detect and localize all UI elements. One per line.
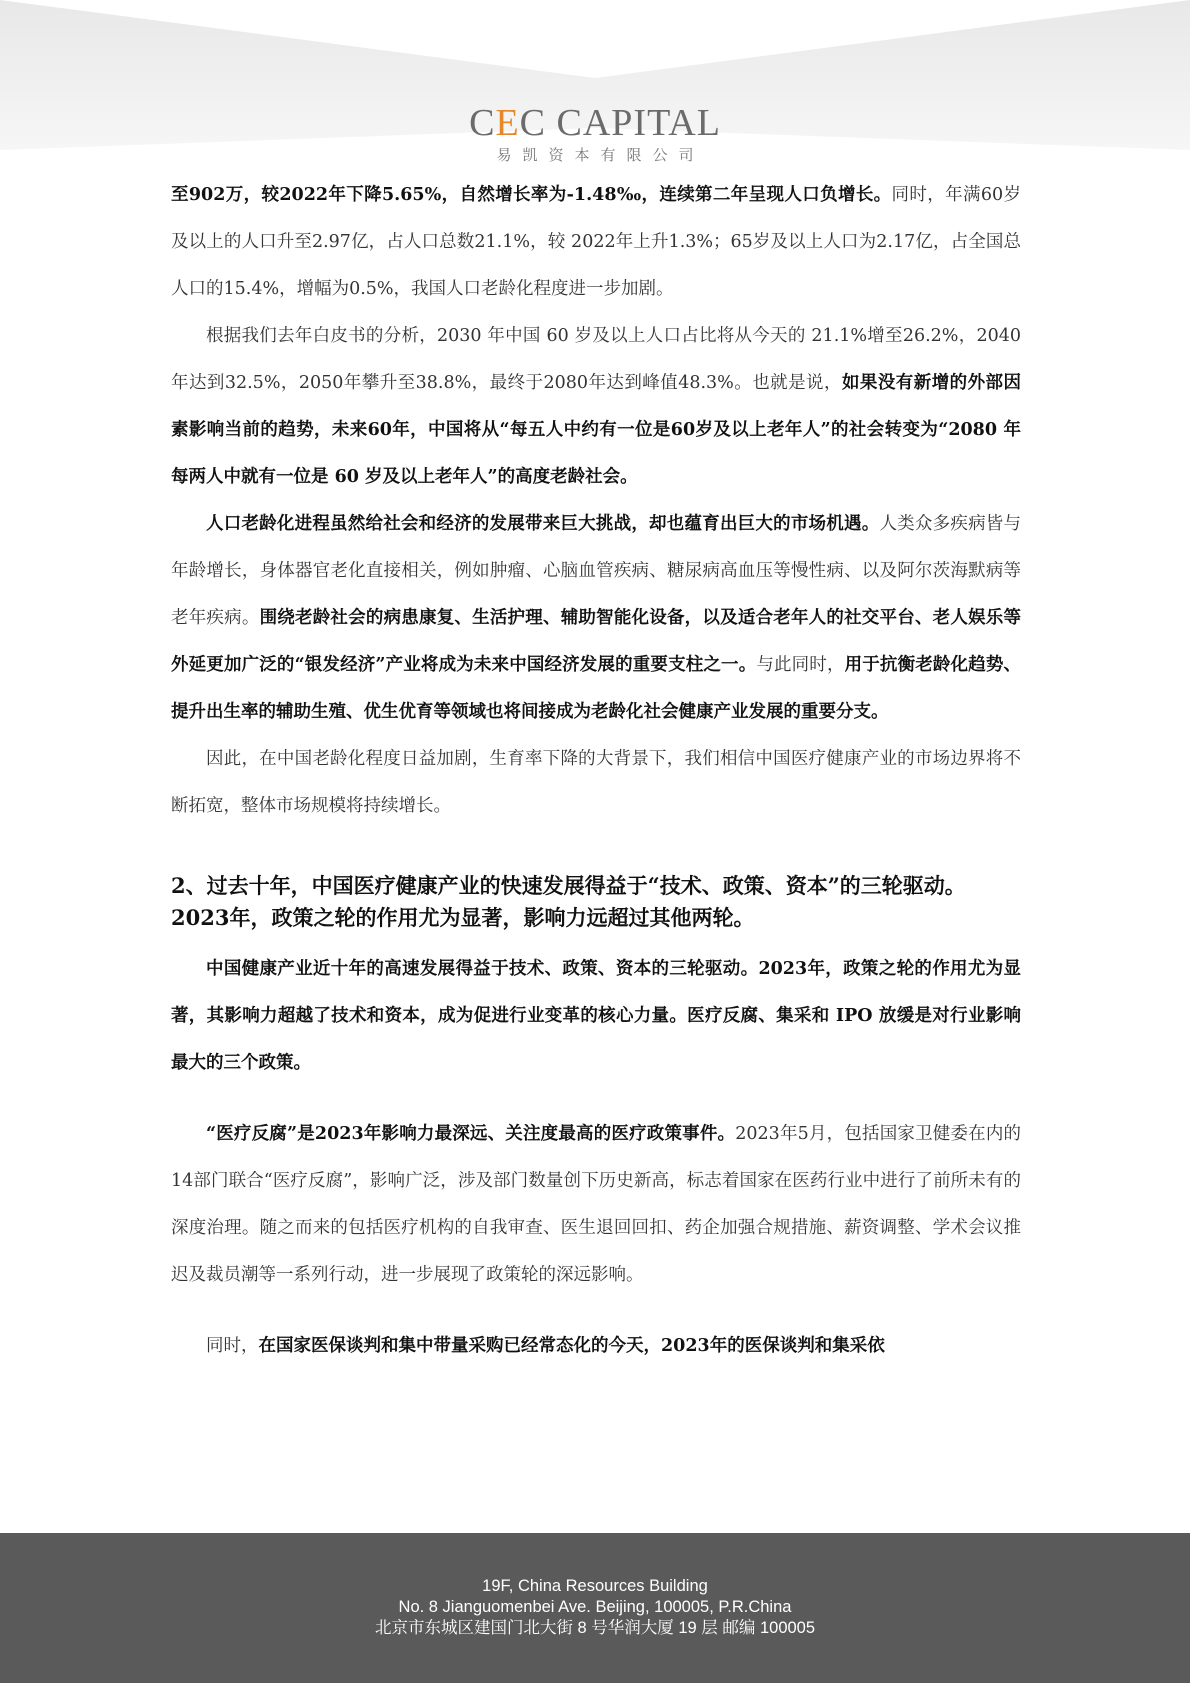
logo-name <box>0 104 1190 142</box>
aging-forecast-text: 根据我们去年白皮书的分析，2030 年中国 60 岁及以上人口占比将从今天的 21.1%增至26.2%，2040年达到32.5%，2050年攀升至38.8%，最终于2080年达到峰值48.3%。也就是说， <box>171 326 1021 393</box>
anti-corruption-highlight: “医疗反腐”是2023年影响力最深远、关注度最高的医疗政策事件。 <box>206 1124 736 1144</box>
paragraph-policy-wheel <box>171 946 1021 1087</box>
header-banner-fold <box>0 0 1190 78</box>
logo-name-accent: E <box>495 102 520 144</box>
paragraph-anti-corruption <box>171 1111 1021 1299</box>
page-header <box>0 0 1190 164</box>
logo-name-prefix: C <box>469 102 496 144</box>
page-footer <box>0 1533 1190 1683</box>
paragraph-procurement <box>171 1323 1021 1370</box>
market-opportunity-highlight: 人口老龄化进程虽然给社会和经济的发展带来巨大挑战，却也蕴育出巨大的市场机遇。 <box>206 514 880 534</box>
footer-address-line3: 北京市东城区建国门北大街 8 号华润大厦 19 层 邮编 100005 <box>374 1619 816 1637</box>
paragraph-market-growth: 因此，在中国老龄化程度日益加剧，生育率下降的大背景下，我们相信中国医疗健康产业的市场边界将不断拓宽，整体市场规模将持续增长。 <box>171 749 1021 816</box>
paragraph-aging-forecast <box>171 313 1021 501</box>
section-heading-three-wheels: 2、过去十年，中国医疗健康产业的快速发展得益于“技术、政策、资本”的三轮驱动。2023年，政策之轮的作用尤为显著，影响力远超过其他两轮。 <box>171 873 966 930</box>
company-logo <box>0 104 1190 165</box>
aging-forecast-highlight: 如果没有新增的外部因素影响当前的趋势，未来60年，中国将从“每五人中约有一位是60岁及以上老年人”的社会转变为“2080 年每两人中就有一位是 60 岁及以上老年人”的高度老龄社会。 <box>171 373 1022 487</box>
paragraph-market-opportunity <box>171 501 1021 736</box>
silver-economy-highlight: 围绕老龄社会的病患康复、生活护理、辅助智能化设备，以及适合老年人的社交平台、老人娱乐等外延更加广泛的“银发经济”产业将成为未来中国经济发展的重要支柱之一。 <box>171 608 1022 675</box>
age-related-diseases-text: 人类众多疾病皆与年龄增长，身体器官老化直接相关，例如肿瘤、心脑血管疾病、糖尿病高血压等慢性病、以及阿尔茨海默病等老年疾病。 <box>171 514 1022 628</box>
footer-address-line2: No. 8 Jianguomenbei Ave. Beijing, 100005, P.R.China <box>398 1598 792 1616</box>
document-body <box>171 172 1021 1370</box>
policy-wheel-highlight: 中国健康产业近十年的高速发展得益于技术、政策、资本的三轮驱动。2023年，政策之轮的作用尤为显著，其影响力超越了技术和资本，成为促进行业变革的核心力量。医疗反腐、集采和 IPO 放缓是对行业影响最大的三个政策。 <box>171 959 1021 1073</box>
anti-corruption-detail: 2023年5月，包括国家卫健委在内的14部门联合“医疗反腐”，影响广泛，涉及部门数量创下历史新高，标志着国家在医药行业中进行了前所未有的深度治理。随之而来的包括医疗机构的自我审查、医生退回回扣、药企加强合规措施、薪资调整、学术会议推迟及裁员潮等一系列行动，进一步展现了政策轮的深远影响。 <box>171 1124 1022 1285</box>
assisted-reproduction-highlight: 用于抗衡老龄化趋势、提升出生率的辅助生殖、优生优育等领域也将间接成为老龄化社会健康产业发展的重要分支。 <box>171 655 1022 722</box>
paragraph-population-decline <box>171 172 1021 313</box>
logo-subtitle: 易凯资本有限公司 <box>496 146 705 164</box>
population-aging-stats: 同时，年满60岁及以上的人口升至2.97亿，占人口总数21.1%，较 2022年上升1.3%；65岁及以上人口为2.17亿，占全国总人口的15.4%，增幅为0.5%，我国人口老龄化程度进一步加剧。 <box>171 185 1021 299</box>
footer-address-line1: 19F, China Resources Building <box>482 1577 708 1595</box>
connector-text: 与此同时， <box>756 655 845 675</box>
logo-name-suffix: C CAPITAL <box>519 102 721 144</box>
procurement-highlight: 在国家医保谈判和集中带量采购已经常态化的今天，2023年的医保谈判和集采依 <box>258 1336 885 1356</box>
procurement-lead: 同时， <box>206 1336 259 1356</box>
population-decline-highlight: 至902万，较2022年下降5.65%，自然增长率为-1.48‰，连续第二年呈现人口负增长。 <box>171 185 892 205</box>
